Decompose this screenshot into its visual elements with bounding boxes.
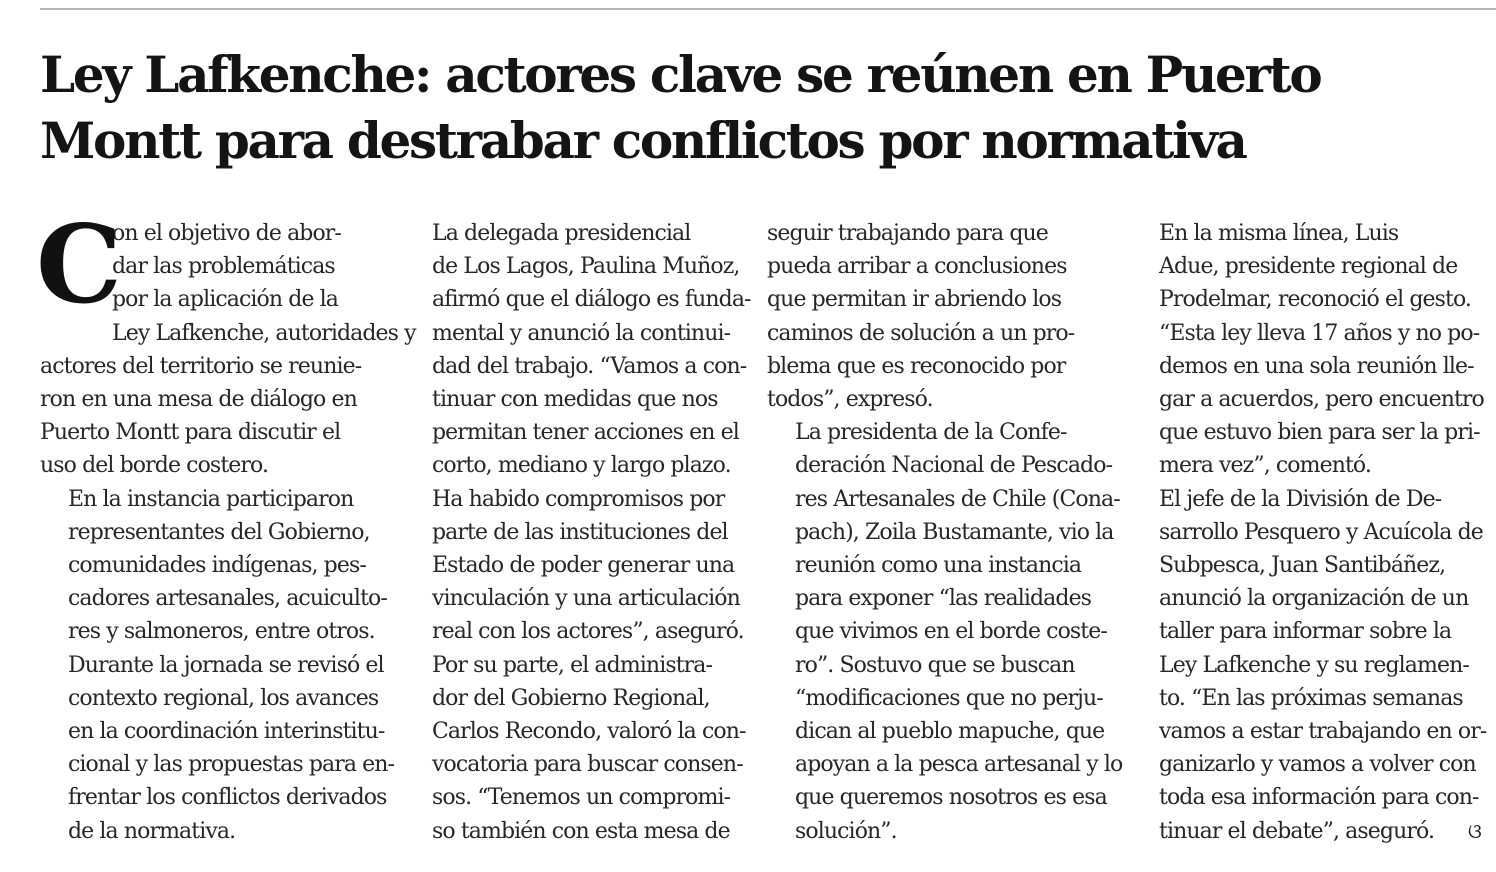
text-line: que estuvo bien para ser la pri- xyxy=(1159,420,1480,446)
article-column-3 xyxy=(767,217,1123,848)
text-line: Por su parte, el administra- xyxy=(432,652,713,678)
text-line: seguir trabajando para que xyxy=(767,221,1048,246)
text-line: dad del trabajo. “Vamos a con- xyxy=(432,353,747,379)
text-line: contexto regional, los avances xyxy=(68,685,379,711)
text-line: El jefe de la División de De- xyxy=(1159,486,1442,512)
paragraph xyxy=(404,217,751,649)
text-line: permitan tener acciones en el xyxy=(432,420,739,446)
paragraph xyxy=(36,202,416,483)
text-line-final-text: tinuar el debate”, aseguró. xyxy=(1159,818,1435,844)
text-line: blema que es reconocido por xyxy=(767,353,1066,379)
text-line-final xyxy=(1131,815,1480,848)
text-line: Ley Lafkenche y su reglamen- xyxy=(1159,652,1469,678)
text-line: pueda arribar a conclusiones xyxy=(767,254,1067,280)
drop-cap-box xyxy=(36,202,122,328)
text-line: taller para informar sobre la xyxy=(1159,619,1452,645)
text-line: tinuar con medidas que nos xyxy=(432,387,718,413)
text-line: que queremos nosotros es esa xyxy=(795,785,1107,811)
text-line: ganizarlo y vamos a volver con xyxy=(1159,752,1476,778)
paragraph xyxy=(767,416,1123,848)
text-line: En la misma línea, Luis xyxy=(1159,221,1399,246)
article-column-2 xyxy=(404,217,751,848)
text-line: dar las problemáticas xyxy=(112,254,335,280)
paragraph xyxy=(767,217,1093,416)
text-line: gar a acuerdos, pero encuentro xyxy=(1159,387,1484,413)
text-line: Prodelmar, reconoció el gesto. xyxy=(1159,287,1472,313)
text-line: En la instancia participaron xyxy=(68,486,354,512)
text-line: mental y anunció la continui- xyxy=(432,320,731,346)
text-line: deración Nacional de Pescado- xyxy=(795,453,1113,479)
headline-line: Montt para destrabar conflictos por normativa xyxy=(40,111,1246,170)
text-line: sarrollo Pesquero y Acuícola de xyxy=(1159,519,1483,545)
text-line: que vivimos en el borde coste- xyxy=(795,619,1107,645)
text-line: reunión como una instancia xyxy=(795,553,1082,579)
text-line: afirmó que el diálogo es funda- xyxy=(432,287,751,313)
text-line: de Los Lagos, Paulina Muñoz, xyxy=(432,254,740,280)
drop-cap: C xyxy=(36,202,122,328)
text-line: dican al pueblo mapuche, que xyxy=(795,719,1105,745)
article-column-4 xyxy=(1131,217,1487,848)
text-line: ro”. Sostuvo que se buscan xyxy=(795,652,1075,678)
text-line: “Esta ley lleva 17 años y no po- xyxy=(1159,320,1480,346)
text-line: La presidenta de la Confe- xyxy=(795,420,1067,446)
text-line: La delegada presidencial xyxy=(432,221,691,246)
text-line: Adue, presidente regional de xyxy=(1159,254,1458,280)
paragraph xyxy=(1131,217,1484,483)
text-line: real con los actores”, aseguró. xyxy=(432,619,744,645)
text-line: sos. “Tenemos un compromi- xyxy=(432,785,731,811)
text-line: to. “En las próximas semanas xyxy=(1159,685,1463,711)
end-of-article-icon: ଓ xyxy=(1468,818,1480,843)
text-line: actores del territorio se reunie- xyxy=(40,353,362,379)
text-line: dor del Gobierno Regional, xyxy=(432,685,710,711)
text-line: res Artesanales de Chile (Cona- xyxy=(795,486,1120,512)
text-line: Ley Lafkenche, autoridades y xyxy=(112,320,416,346)
text-line: mera vez”, comentó. xyxy=(1159,453,1371,479)
paragraph xyxy=(40,483,395,848)
text-line: Puerto Montt para discutir el xyxy=(40,420,341,446)
text-line: todos”, expresó. xyxy=(767,387,933,413)
text-line: para exponer “las realidades xyxy=(795,586,1092,612)
text-line: res y salmoneros, entre otros. xyxy=(68,619,375,645)
text-line: vinculación y una articulación xyxy=(432,586,740,612)
text-line: vamos a estar trabajando en or- xyxy=(1159,719,1487,745)
top-divider xyxy=(40,8,1496,10)
text-line: Subpesca, Juan Santibáñez, xyxy=(1159,553,1446,579)
text-line: toda esa información para con- xyxy=(1159,785,1479,811)
text-line: por la aplicación de la xyxy=(112,287,339,313)
text-line: so también con esta mesa de xyxy=(432,818,730,844)
text-line: Ha habido compromisos por xyxy=(432,486,725,512)
text-line: “modificaciones que no perju- xyxy=(795,685,1103,711)
text-line: frentar los conflictos derivados xyxy=(68,785,387,811)
text-line: apoyan a la pesca artesanal y lo xyxy=(795,752,1123,778)
text-line: Durante la jornada se revisó el xyxy=(68,652,384,678)
article-headline xyxy=(40,42,1480,174)
article-column-1 xyxy=(36,202,416,848)
text-line: corto, mediano y largo plazo. xyxy=(432,453,731,479)
text-line: uso del borde costero. xyxy=(40,453,269,479)
text-line: on el objetivo de abor- xyxy=(112,221,341,246)
text-line: ron en una mesa de diálogo en xyxy=(40,387,357,413)
paragraph xyxy=(404,649,746,848)
text-line: Carlos Recondo, valoró la con- xyxy=(432,719,746,745)
text-line: en la coordinación interinstitu- xyxy=(68,719,385,745)
text-line: parte de las instituciones del xyxy=(432,519,728,545)
text-line: cional y las propuestas para en- xyxy=(68,752,395,778)
paragraph xyxy=(1131,483,1487,848)
text-line: caminos de solución a un pro- xyxy=(767,320,1075,346)
text-line: Estado de poder generar una xyxy=(432,553,735,579)
text-line: vocatoria para buscar consen- xyxy=(432,752,743,778)
text-line: que permitan ir abriendo los xyxy=(767,287,1062,313)
text-line: de la normativa. xyxy=(68,818,236,844)
text-line: solución”. xyxy=(795,818,897,844)
text-line: cadores artesanales, acuiculto- xyxy=(68,586,387,612)
text-line: demos en una sola reunión lle- xyxy=(1159,353,1474,379)
headline-line: Ley Lafkenche: actores clave se reúnen en Puerto xyxy=(40,45,1321,104)
text-line: pach), Zoila Bustamante, vio la xyxy=(795,519,1114,545)
text-line: anunció la organización de un xyxy=(1159,586,1469,612)
text-line: representantes del Gobierno, xyxy=(68,519,370,545)
text-line: comunidades indígenas, pes- xyxy=(68,553,366,579)
